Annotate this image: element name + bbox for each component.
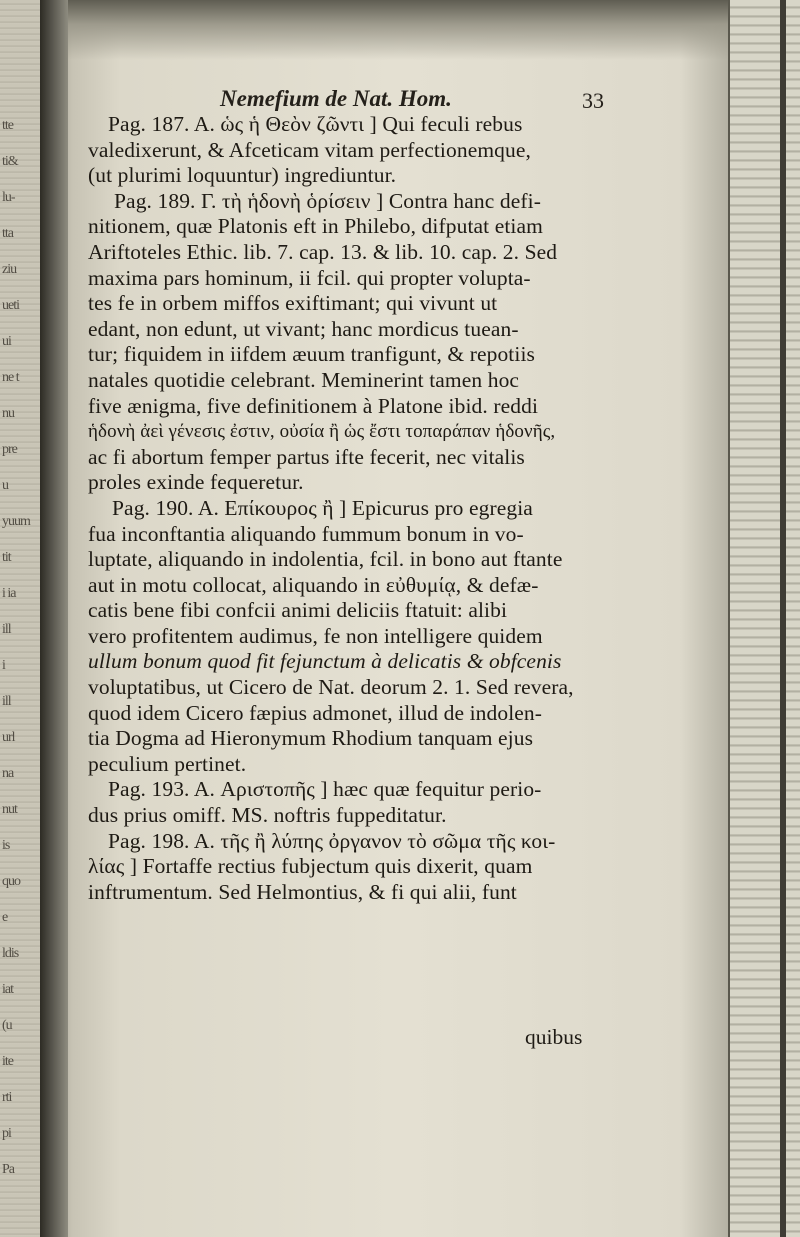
text-line: valedixerunt, & Afceticam vitam perfectionemque,: [88, 137, 531, 162]
left-page-fragment: ite: [2, 1054, 13, 1069]
left-page-fragment: ueti: [2, 298, 19, 313]
left-page-fragment: na: [2, 766, 14, 781]
text-line: fua inconftantia aliquando fummum bonum in vo-: [88, 521, 524, 546]
page-number: 33: [582, 88, 604, 113]
body-text: [70, 112, 710, 905]
text-line: tur; fiquidem in iifdem æuum tranfigunt, & repotiis: [88, 342, 535, 367]
left-page-fragment: quo: [2, 874, 20, 889]
text-line: Pag. 198. A. τῆς ἢ λύπης ὀργανον τὸ σῶμα τῆς κοι-: [108, 828, 556, 853]
left-page-fragment: iat: [2, 982, 13, 997]
left-page-fragment: i ia: [2, 586, 16, 601]
left-page-fragment: pi: [2, 1126, 11, 1141]
left-page-fragment: rti: [2, 1090, 12, 1105]
left-page-fragment: is: [2, 838, 10, 853]
text-line: edant, non edunt, ut vivant; hanc mordicus tuean-: [88, 316, 519, 341]
left-page-fragment: (u: [2, 1018, 12, 1033]
book-binding-gutter: [40, 0, 68, 1237]
text-line: voluptatibus, ut Cicero de Nat. deorum 2. 1. Sed revera,: [88, 675, 574, 700]
left-page-fragment: nut: [2, 802, 17, 817]
left-page-fragment: pre: [2, 442, 17, 457]
text-line: catis bene fibi confcii animi deliciis ftatuit: alibi: [88, 598, 508, 623]
left-page-fragment: u: [2, 478, 8, 493]
left-page-fragment: ziu: [2, 262, 17, 277]
right-page: [70, 0, 730, 1237]
text-line: dus prius omiff. MS. noftris fuppeditatur.: [88, 803, 447, 828]
text-line: nitionem, quæ Platonis eft in Philebo, difputat etiam: [88, 214, 543, 239]
text-line: ac fi abortum femper partus ifte fecerit, nec vitalis: [88, 444, 525, 469]
left-page-fragment: ill: [2, 622, 11, 637]
text-line: peculium pertinet.: [88, 751, 247, 776]
left-page-fragment: ldis: [2, 946, 19, 961]
text-line: quod idem Cicero fæpius admonet, illud de indolen-: [88, 700, 543, 725]
left-page-fragment: ill: [2, 694, 11, 709]
left-page-fragment: ne t: [2, 370, 19, 385]
text-line: λίας ] Fortaffe rectius fubjectum quis dixerit, quam: [88, 854, 533, 879]
text-line: ἡδονὴ ἀεὶ γένεσις ἐστιν, οὐσία ἢ ὡς ἔστι τοπαράπαν ἡδονῆς,: [88, 421, 556, 443]
left-page-fragment: lu-: [2, 190, 15, 205]
left-page-fragment: ui: [2, 334, 11, 349]
text-line: inftrumentum. Sed Helmontius, & fi qui alii, funt: [88, 879, 517, 904]
text-line: five ænigma, five definitionem à Platone ibid. reddi: [88, 393, 539, 418]
text-line: maxima pars hominum, ii fcil. qui propter volupta-: [88, 265, 531, 290]
text-line: (ut plurimi loquuntur) ingrediuntur.: [88, 163, 397, 188]
text-line: vero profitentem audimus, fe non intelligere quidem: [88, 623, 543, 648]
text-line: Pag. 190. A. Επίκουρος ἢ ] Epicurus pro egregia: [112, 495, 533, 520]
running-title: Nemefium de Nat. Hom.: [220, 86, 452, 111]
text-line: Ariftoteles Ethic. lib. 7. cap. 13. & lib. 10. cap. 2. Sed: [88, 239, 558, 264]
text-line: Pag. 193. A. Αριστοπῆς ] hæc quæ fequitur perio-: [108, 777, 542, 802]
left-page-fragment: url: [2, 730, 15, 745]
text-line: ullum bonum quod fit fejunctum à delicatis & obfcenis: [88, 649, 562, 674]
text-line: aut in motu collocat, aliquando in εὐθυμίᾳ, & defæ-: [88, 572, 539, 597]
left-page-fragment: ti&: [2, 154, 18, 169]
left-page-fragment: tit: [2, 550, 11, 565]
text-line: tia Dogma ad Hieronymum Rhodium tanquam ejus: [88, 726, 534, 751]
left-page-fragment: Pa: [2, 1162, 14, 1177]
catchword: quibus: [525, 1025, 583, 1049]
left-page-fragment: yuum: [2, 514, 30, 529]
left-page-fragment: tta: [2, 226, 13, 241]
text-line: luptate, aliquando in indolentia, fcil. in bono aut ftante: [88, 547, 563, 572]
left-page-fragment: nu: [2, 406, 14, 421]
right-page-edge: [728, 0, 800, 1237]
text-line: tes fe in orbem miffos exiftimant; qui vivunt ut: [88, 291, 498, 316]
text-line: Pag. 187. A. ὡς ἡ Θεὸν ζῶντι ] Qui feculi rebus: [108, 112, 523, 136]
left-page-fragment: e: [2, 910, 8, 925]
left-page-fragment: i: [2, 658, 5, 673]
left-page-edge: [0, 0, 42, 1237]
left-page-fragment: tte: [2, 118, 13, 133]
text-line: Pag. 189. Γ. τὴ ἡδονὴ ὁρίσειν ] Contra hanc defi-: [114, 188, 541, 213]
text-line: proles exinde fequeretur.: [88, 470, 304, 495]
text-line: natales quotidie celebrant. Meminerint tamen hoc: [88, 367, 520, 392]
